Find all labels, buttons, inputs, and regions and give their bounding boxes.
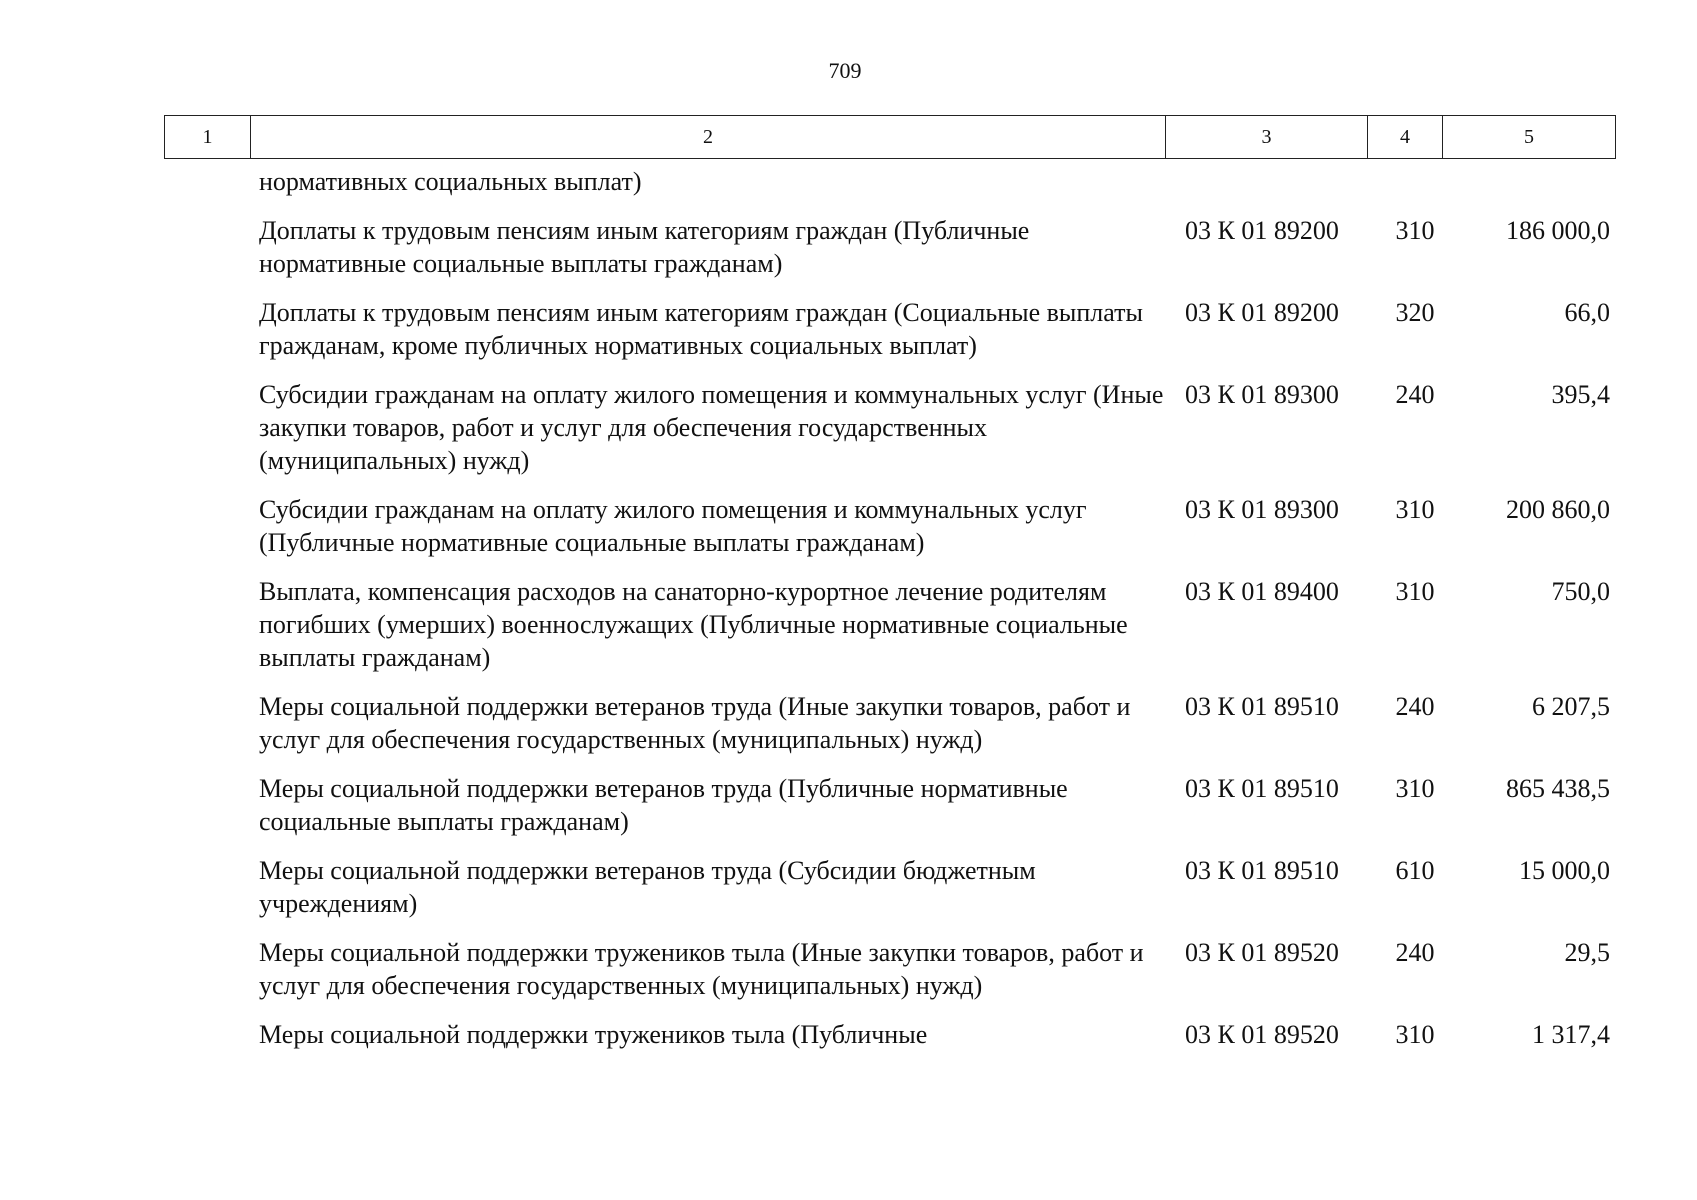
row-amount: 66,0 xyxy=(1564,298,1610,327)
row-index-cell xyxy=(164,854,259,920)
row-code: 03 К 01 89520 xyxy=(1185,1020,1339,1049)
row-amount: 15 000,0 xyxy=(1519,856,1610,885)
row-type: 240 xyxy=(1395,692,1435,721)
row-name: Меры социальной поддержки ветеранов труда (Публичные нормативные социальные выплаты гражданам) xyxy=(259,774,1068,836)
row-name: Меры социальной поддержки тружеников тыла (Публичные xyxy=(259,1020,928,1049)
row-amount: 750,0 xyxy=(1551,577,1610,606)
table-row xyxy=(164,936,1610,1002)
row-name: Меры социальной поддержки ветеранов труда (Субсидии бюджетным учреждениям) xyxy=(259,856,1036,918)
row-code: 03 К 01 89510 xyxy=(1185,692,1339,721)
row-amount: 865 438,5 xyxy=(1506,774,1610,803)
table-row xyxy=(164,854,1610,920)
row-code: 03 К 01 89300 xyxy=(1185,495,1339,524)
row-code: 03 К 01 89520 xyxy=(1185,938,1339,967)
row-type: 310 xyxy=(1395,495,1435,524)
header-col-5: 5 xyxy=(1443,116,1616,159)
row-type: 310 xyxy=(1395,1020,1435,1049)
row-name: Субсидии гражданам на оплату жилого помещения и коммунальных услуг (Иные закупки товаров, работ и услуг для обеспечения государственных (муниципальных) нужд) xyxy=(259,380,1164,475)
header-col-1: 1 xyxy=(165,116,251,159)
row-code: 03 К 01 89300 xyxy=(1185,380,1339,409)
row-amount: 200 860,0 xyxy=(1506,495,1610,524)
row-type: 610 xyxy=(1395,856,1435,885)
row-code: 03 К 01 89200 xyxy=(1185,298,1339,327)
header-col-2: 2 xyxy=(251,116,1166,159)
row-index-cell xyxy=(164,1018,259,1051)
row-amount: 395,4 xyxy=(1551,380,1610,409)
row-name: Меры социальной поддержки ветеранов труда (Иные закупки товаров, работ и услуг для обеспечения государственных (муниципальных) нужд) xyxy=(259,692,1131,754)
row-index-cell xyxy=(164,214,259,280)
table-body xyxy=(164,165,1610,1067)
row-type: 240 xyxy=(1395,938,1435,967)
row-name: Доплаты к трудовым пенсиям иным категориям граждан (Социальные выплаты гражданам, кроме публичных нормативных социальных выплат) xyxy=(259,298,1143,360)
row-type: 310 xyxy=(1395,774,1435,803)
row-type: 320 xyxy=(1395,298,1435,327)
table-row xyxy=(164,772,1610,838)
row-name: нормативных социальных выплат) xyxy=(259,167,642,196)
row-code: 03 К 01 89400 xyxy=(1185,577,1339,606)
row-amount: 6 207,5 xyxy=(1532,692,1610,721)
row-type xyxy=(1378,165,1452,198)
row-type: 310 xyxy=(1395,216,1435,245)
table-header xyxy=(164,115,1616,159)
row-name: Субсидии гражданам на оплату жилого помещения и коммунальных услуг (Публичные нормативные социальные выплаты гражданам) xyxy=(259,495,1087,557)
row-index-cell xyxy=(164,493,259,559)
table-row xyxy=(164,165,1610,198)
row-name: Меры социальной поддержки тружеников тыла (Иные закупки товаров, работ и услуг для обеспечения государственных (муниципальных) нужд) xyxy=(259,938,1144,1000)
header-row xyxy=(165,116,1616,159)
row-index-cell xyxy=(164,690,259,756)
header-col-3: 3 xyxy=(1166,116,1368,159)
table-row xyxy=(164,378,1610,477)
row-name: Доплаты к трудовым пенсиям иным категориям граждан (Публичные нормативные социальные выплаты гражданам) xyxy=(259,216,1030,278)
row-index-cell xyxy=(164,772,259,838)
table-row xyxy=(164,690,1610,756)
row-type: 310 xyxy=(1395,577,1435,606)
row-amount: 1 317,4 xyxy=(1532,1020,1610,1049)
row-type: 240 xyxy=(1395,380,1435,409)
page-number: 709 xyxy=(828,58,862,83)
row-amount: 186 000,0 xyxy=(1506,216,1610,245)
header-col-4: 4 xyxy=(1368,116,1443,159)
row-index-cell xyxy=(164,575,259,674)
row-code: 03 К 01 89510 xyxy=(1185,856,1339,885)
row-name: Выплата, компенсация расходов на санаторно-курортное лечение родителям погибших (умерших) военнослужащих (Публичные нормативные социальные выплаты гражданам) xyxy=(259,577,1128,672)
row-index-cell xyxy=(164,936,259,1002)
row-code: 03 К 01 89510 xyxy=(1185,774,1339,803)
row-index-cell xyxy=(164,378,259,477)
table-row xyxy=(164,214,1610,280)
table-row xyxy=(164,1018,1610,1051)
row-index-cell xyxy=(164,165,259,198)
table-row xyxy=(164,296,1610,362)
row-index-cell xyxy=(164,296,259,362)
table-row xyxy=(164,575,1610,674)
row-code xyxy=(1177,165,1378,198)
row-code: 03 К 01 89200 xyxy=(1185,216,1339,245)
table-row xyxy=(164,493,1610,559)
row-amount xyxy=(1452,165,1610,198)
row-amount: 29,5 xyxy=(1564,938,1610,967)
